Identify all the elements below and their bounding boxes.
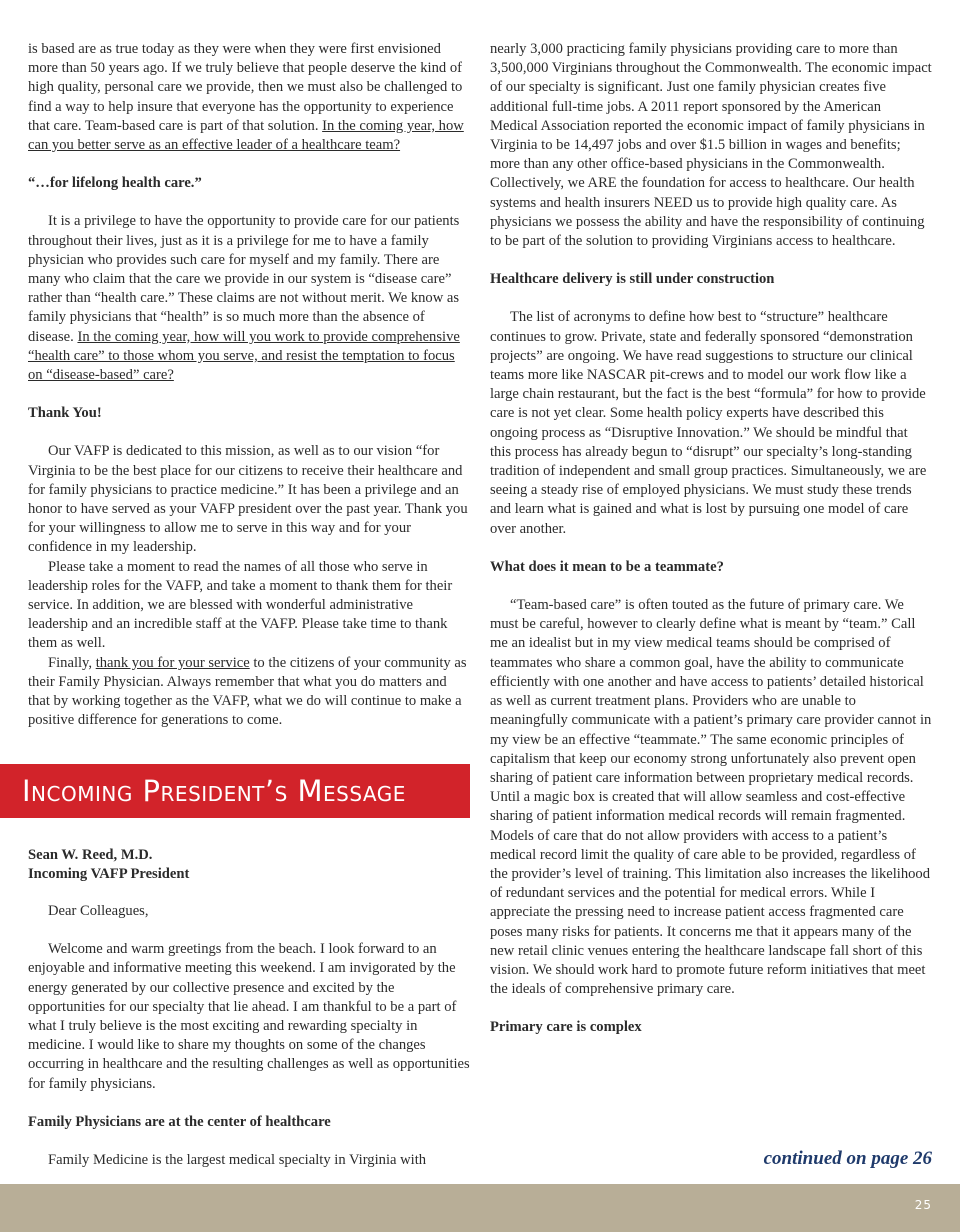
section-heading: Thank You! — [28, 405, 102, 422]
paragraph: nearly 3,000 practicing family physicians providing care to more than 3,500,000 Virginians throughout the Commonwealth. The economic impact of our specialty is significant. Just one family physician creates five additional full-time jobs. A 2011 report sponsored by the American Medical Association reported the economic impact of family physicians in Virginia to be 14,497 jobs and over $1.5 billion in wages and benefits; more than any other office-based physicians in the Commonwealth. Collectively, we ARE the foundation for access to healthcare. Our health systems and health insurers NEED us to provide high quality care. As physicians we possess the ability and have the responsibility of continuing to be part of the solution to providing Virginians access to healthcare. — [490, 41, 932, 250]
section-banner — [0, 764, 470, 818]
underlined-question: In the coming year, how will you work to provide comprehensive “health care” to those whom you serve, and resist the temptation to focus on “disease-based” care? — [28, 328, 460, 384]
section-heading: “…for lifelong health care.” — [28, 175, 202, 192]
paragraph-text: is based are as true today as they were when they were first envisioned more than 50 years ago. If we truly believe that people deserve the kind of high quality, personal care we provide, then we must also be challenged to find a way to help insure that everyone has the opportunity to experience that care. Team-based care is part of that solution. — [28, 41, 463, 134]
paragraph — [28, 654, 470, 731]
paragraph-text: Finally, — [48, 654, 96, 671]
footer-bar — [0, 1184, 960, 1232]
paragraph: Our VAFP is dedicated to this mission, as well as to our vision “for Virginia to be the best place for our citizens to receive their healthcare and for family physicians to practice medicine.” It has been a privilege and an honor to have served as your VAFP president over the past year. Thank you for your willingness to allow me to serve in this way and for your confidence in my leadership. — [28, 443, 468, 556]
continued-link[interactable]: continued on page 26 — [763, 1148, 932, 1169]
author-role: Incoming VAFP President — [28, 866, 190, 883]
section-heading: Healthcare delivery is still under construction — [490, 271, 775, 288]
section-heading: What does it mean to be a teammate? — [490, 558, 724, 575]
section-heading: Primary care is complex — [490, 1019, 642, 1036]
paragraph: The list of acronyms to define how best to “structure” healthcare continues to grow. Private, state and federally sponsored “demonstration projects” are ongoing. We have read suggestions to structure our clinical teams more like NASCAR pit-crews and to model our work flow like a large chain restaurant, but the fact is the best “formula” for how to provide care is not yet clear. Some health policy experts have described this ongoing process as “Disruptive Innovation.” We should be mindful that this process has already begun to “disrupt” our specialty’s long-standing tradition of independent and small group practices. Simultaneously, we are seeing a steady rise of employed physicians. We must study these trends and learn what is gained and what is lost by pursuing one model of care over another. — [490, 309, 927, 537]
section-heading: Family Physicians are at the center of healthcare — [28, 1113, 331, 1130]
author-name: Sean W. Reed, M.D. — [28, 847, 153, 863]
left-column-lower — [28, 902, 470, 1170]
banner-title: Incoming President’s Message — [22, 774, 406, 808]
left-column-upper — [28, 40, 470, 731]
page-number: 25 — [914, 1198, 932, 1212]
paragraph: “Team-based care” is often touted as the future of primary care. We must be careful, however to clearly define what is meant by “team.” Call me an idealist but in my view medical teams should be comprised of teammates who share a common goal, have the ability to communicate efficiently with one another and have access to patients’ detailed historical as well as current treatment plans. Providers who are unable to meaningfully communicate with a patient’s primary care provider cannot in my view be an effective “teammate.” The same economic principles of capitalism that keep our economy strong unfortunately also prevent open sharing of patient care information between proprietary medical records. Until a magic box is created that will allow seamless and cost-effective sharing of patient information medical records will remain fragmented. Models of care that do not allow providers with access to a patient’s medical record limit the quality of care able to be provided, regardless of the provider’s level of training. This limitation also increases the likelihood of redundant services and the potential for medical errors. While I appreciate the pressing need to increase patient access fragmented care poses many risks for patients. It concerns me that it appears many of the new retail clinic venues entering the healthcare landscape fall short of this vision. We should work hard to promote future reform initiatives that meet the ideals of comprehensive primary care. — [490, 597, 932, 998]
paragraph-text: to the citizens of your community as their Family Physician. Always remember that what you do matters and that by working together as the VAFP, what we do will continue to make a positive difference for generations to come. — [28, 654, 467, 729]
paragraph — [28, 212, 470, 385]
underlined-phrase: thank you for your service — [95, 654, 250, 671]
paragraph: Please take a moment to read the names of all those who serve in leadership roles for the VAFP, and take a moment to thank them for their service. In addition, we are blessed with wonderful administrative leadership and an incredible staff at the VAFP. Please take time to thank them as well. — [28, 558, 453, 652]
author-block — [28, 846, 470, 884]
right-column — [490, 40, 932, 1038]
underlined-question: In the coming year, how can you better serve as an effective leader of a healthcare team? — [28, 117, 464, 154]
paragraph-text: It is a privilege to have the opportunity to provide care for our patients throughout their lives, just as it is a privilege for me to have a family physician who provides such care for myself and my family. There are many who claim that the care we provide in our system is “disease care” rather than “health care.” These claims are not without merit. We know as family physicians that “health” is so much more than the absence of disease. — [28, 213, 460, 345]
paragraph — [28, 40, 470, 155]
paragraph: Welcome and warm greetings from the beach. I look forward to an enjoyable and informative meeting this weekend. I am invigorated by the energy generated by our collective presence and excited by the opportunities for our specialty that lie ahead. I am thankful to be a part of what I truly believe is the most exciting and rewarding specialty in medicine. I would like to share my thoughts on some of the changes occurring in healthcare and the resulting challenges as well as opportunities for family physicians. — [28, 941, 470, 1092]
salutation: Dear Colleagues, — [48, 903, 149, 919]
paragraph: Family Medicine is the largest medical specialty in Virginia with — [48, 1152, 427, 1169]
